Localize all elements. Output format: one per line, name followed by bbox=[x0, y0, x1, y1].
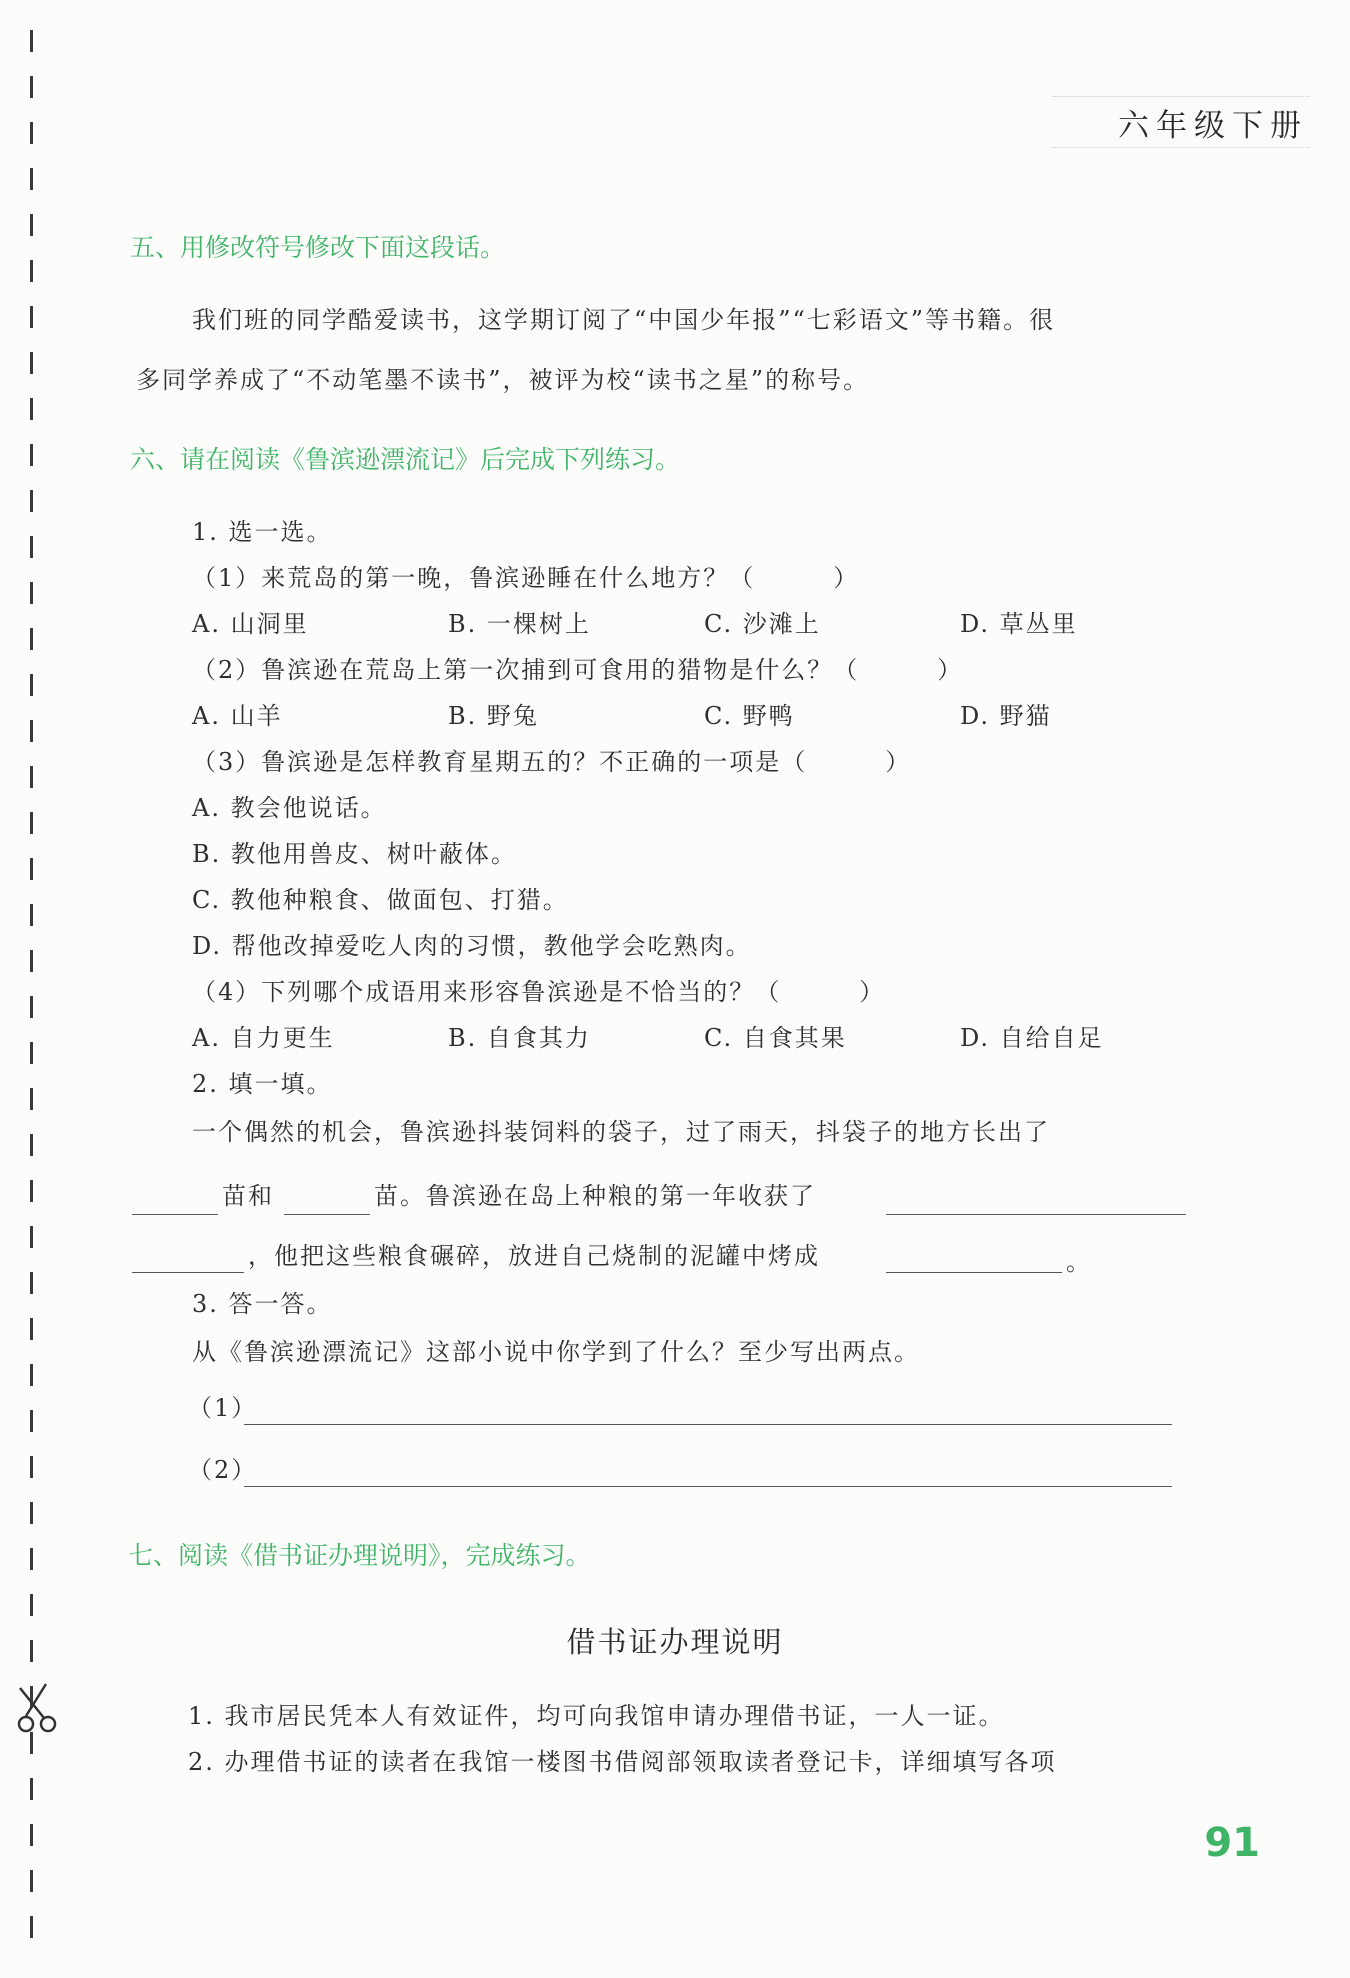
q1-2-stem: （2）鲁滨逊在荒岛上第一次捕到可食用的猎物是什么？（ ） bbox=[192, 656, 964, 684]
blank-seedling-2[interactable] bbox=[284, 1214, 370, 1215]
q1-4-option-b: B. 自食其力 bbox=[448, 1024, 591, 1052]
q3-heading: 3. 答一答。 bbox=[192, 1290, 333, 1318]
q3-answer-label-2: （2） bbox=[188, 1456, 258, 1484]
q1-4-stem: （4）下列哪个成语用来形容鲁滨逊是不恰当的？（ ） bbox=[192, 978, 886, 1006]
q2-line1: 一个偶然的机会，鲁滨逊抖装饲料的袋子，过了雨天，抖袋子的地方长出了 bbox=[192, 1118, 1050, 1146]
page-number: 91 bbox=[1204, 1820, 1260, 1866]
cut-line bbox=[28, 30, 36, 1960]
section5-title: 五、用修改符号修改下面这段话。 bbox=[130, 233, 506, 262]
blank-baked-into[interactable] bbox=[886, 1272, 1062, 1273]
q2-heading: 2. 填一填。 bbox=[192, 1070, 333, 1098]
section6-title: 六、请在阅读《鲁滨逊漂流记》后完成下列练习。 bbox=[130, 445, 681, 474]
q1-2-option-a: A. 山羊 bbox=[192, 702, 283, 730]
q2-seg-b: 苗。鲁滨逊在岛上种粮的第一年收获了 bbox=[374, 1182, 816, 1210]
q1-4-option-a: A. 自力更生 bbox=[192, 1024, 335, 1052]
q1-heading: 1. 选一选。 bbox=[192, 518, 333, 546]
blank-seedling-1[interactable] bbox=[132, 1214, 218, 1215]
scissors-icon bbox=[16, 1680, 60, 1736]
answer-line-2[interactable] bbox=[244, 1486, 1172, 1487]
q1-3-option-d: D. 帮他改掉爱吃人肉的习惯，教他学会吃熟肉。 bbox=[192, 932, 752, 960]
q3-prompt: 从《鲁滨逊漂流记》这部小说中你学到了什么？至少写出两点。 bbox=[192, 1338, 920, 1366]
document-title: 借书证办理说明 bbox=[566, 1625, 784, 1659]
q2-seg-end: 。 bbox=[1066, 1248, 1092, 1276]
doc-item-2: 2. 办理借书证的读者在我馆一楼图书借阅部领取读者登记卡，详细填写各项 bbox=[188, 1748, 1057, 1776]
section7-title: 七、阅读《借书证办理说明》，完成练习。 bbox=[128, 1541, 591, 1570]
q1-2-option-d: D. 野猫 bbox=[960, 702, 1052, 730]
q1-1-option-a: A. 山洞里 bbox=[192, 610, 309, 638]
q1-3-option-c: C. 教他种粮食、做面包、打猎。 bbox=[192, 886, 569, 914]
blank-first-harvest[interactable] bbox=[886, 1214, 1186, 1215]
answer-line-1[interactable] bbox=[244, 1424, 1172, 1425]
doc-item-1: 1. 我市居民凭本人有效证件，均可向我馆申请办理借书证，一人一证。 bbox=[188, 1702, 1005, 1730]
q1-1-option-d: D. 草丛里 bbox=[960, 610, 1078, 638]
section5-para-line2: 多同学养成了“不动笔墨不读书”，被评为校“读书之星”的称号。 bbox=[136, 366, 870, 394]
section5-para-line1: 我们班的同学酷爱读书，这学期订阅了“中国少年报”“七彩语文”等书籍。很 bbox=[192, 306, 1056, 334]
q1-4-option-c: C. 自食其果 bbox=[704, 1024, 847, 1052]
q1-3-stem: （3）鲁滨逊是怎样教育星期五的？不正确的一项是（ ） bbox=[192, 748, 912, 776]
q1-3-option-b: B. 教他用兽皮、树叶蔽体。 bbox=[192, 840, 517, 868]
q1-1-stem: （1）来荒岛的第一晚，鲁滨逊睡在什么地方？（ ） bbox=[192, 564, 860, 592]
q1-4-option-d: D. 自给自足 bbox=[960, 1024, 1104, 1052]
grade-label: 六年级下册 bbox=[1118, 108, 1308, 144]
q1-3-option-a: A. 教会他说话。 bbox=[192, 794, 387, 822]
q1-2-option-c: C. 野鸭 bbox=[704, 702, 795, 730]
q2-seg-a: 苗和 bbox=[222, 1182, 274, 1210]
q1-1-option-b: B. 一棵树上 bbox=[448, 610, 591, 638]
q1-2-option-b: B. 野兔 bbox=[448, 702, 539, 730]
q3-answer-label-1: （1） bbox=[188, 1394, 258, 1422]
q2-seg-c: ，他把这些粮食碾碎，放进自己烧制的泥罐中烤成 bbox=[248, 1242, 820, 1270]
q1-1-option-c: C. 沙滩上 bbox=[704, 610, 821, 638]
blank-harvest-cont[interactable] bbox=[132, 1272, 244, 1273]
